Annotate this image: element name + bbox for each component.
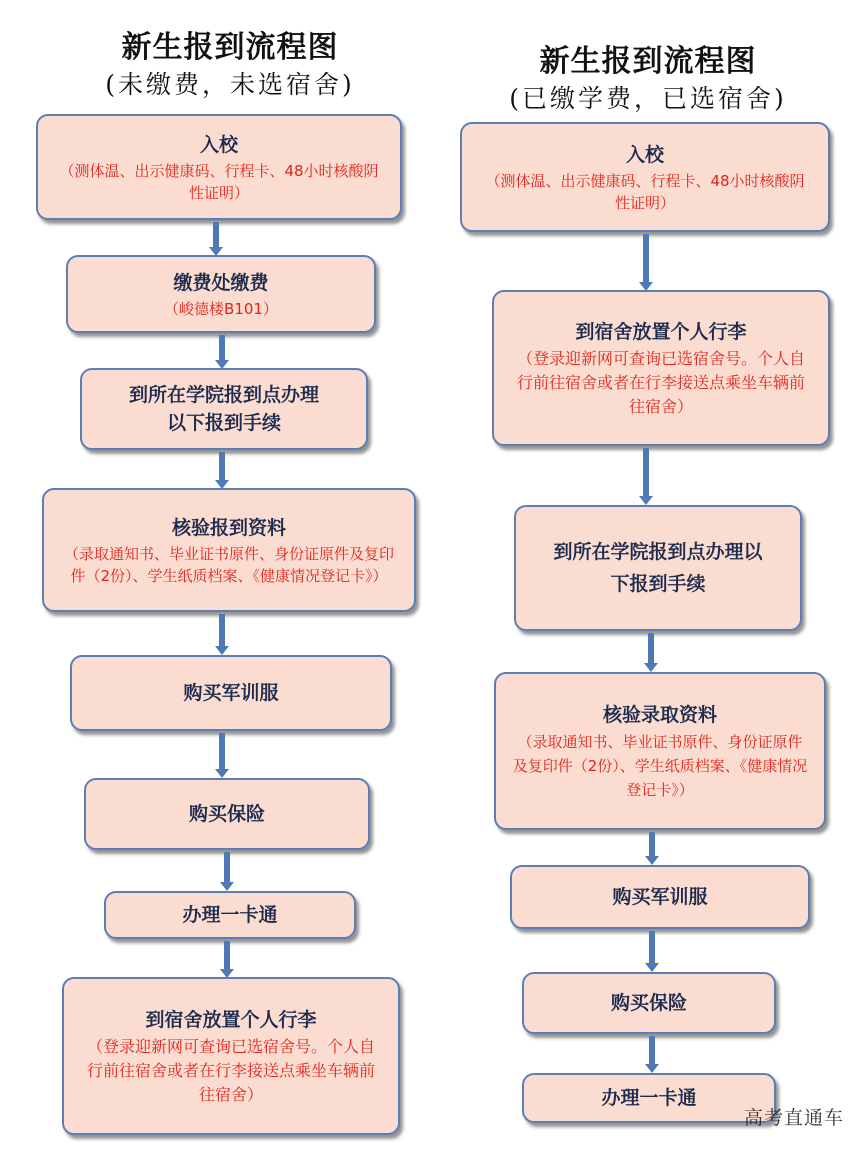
left-step-verify-documents [42, 488, 416, 612]
flow-arrow [643, 448, 649, 498]
step-title: 到宿舍放置个人行李 [575, 320, 747, 343]
step-title: 入校 [199, 133, 238, 156]
flow-arrow [224, 941, 230, 971]
flow-arrow [219, 452, 225, 482]
flow-arrow [224, 852, 230, 884]
flow-arrow [648, 633, 654, 665]
flow-arrow [649, 931, 655, 965]
step-title: 办理一卡通 [601, 1087, 697, 1109]
left-flowchart-subtitle: (未缴费，未选宿舍) [105, 70, 355, 99]
step-detail: （测体温、出示健康码、行程卡、48小时核酸阴性证明） [485, 171, 805, 212]
step-title: 核验报到资料 [171, 516, 286, 539]
right-step-dorm-luggage [492, 290, 830, 446]
step-title: 购买保险 [188, 803, 265, 825]
step-title: 购买军训服 [183, 682, 279, 704]
left-step-buy-uniform [70, 655, 392, 731]
step-title: 核验录取资料 [602, 703, 717, 726]
left-step-college-registration [80, 368, 368, 450]
left-step-enter-school [36, 114, 402, 220]
left-step-payment [66, 255, 376, 333]
right-flowchart-subtitle: (已缴学费，已选宿舍) [509, 84, 787, 113]
flow-arrow [219, 335, 225, 362]
step-title: 到所在学院报到点办理以下报到手续 [128, 384, 319, 434]
right-step-buy-insurance [522, 972, 776, 1034]
left-step-dorm-luggage [62, 977, 400, 1135]
step-title: 入校 [625, 143, 664, 166]
left-step-buy-insurance [84, 778, 370, 850]
left-step-campus-card [104, 891, 356, 939]
flow-arrow [649, 1036, 655, 1066]
step-title: 办理一卡通 [182, 904, 278, 926]
flow-arrow [643, 234, 649, 284]
flow-arrow [219, 733, 225, 771]
step-title: 购买保险 [610, 992, 687, 1014]
step-detail: （登录迎新网可查询已选宿舍号。个人自行前往宿舍或者在行李接送点乘坐车辆前往宿舍） [516, 348, 805, 416]
step-title: 到所在学院报到点办理以下报到手续 [553, 541, 763, 595]
watermark: 高考直通车 [743, 1107, 844, 1129]
right-flowchart-title: 新生报到流程图 [539, 44, 757, 79]
step-detail: （录取通知书、毕业证书原件、身份证原件及复印件（2份）、学生纸质档案、《健康情况登记卡》） [63, 544, 394, 585]
step-detail: （测体温、出示健康码、行程卡、48小时核酸阴性证明） [59, 161, 379, 202]
left-flowchart-title: 新生报到流程图 [121, 30, 339, 65]
right-step-buy-uniform [510, 865, 810, 929]
step-detail: （登录迎新网可查询已选宿舍号。个人自行前往宿舍或者在行李接送点乘坐车辆前往宿舍） [86, 1036, 375, 1104]
right-step-verify-admission [494, 672, 826, 830]
step-title: 到宿舍放置个人行李 [145, 1008, 317, 1031]
flow-arrow [219, 614, 225, 648]
step-title: 购买军训服 [612, 886, 708, 908]
step-detail: （录取通知书、毕业证书原件、身份证原件及复印件（2份）、学生纸质档案、《健康情况登记卡》） [512, 732, 808, 799]
step-title: 缴费处缴费 [173, 271, 269, 294]
right-step-campus-card [522, 1073, 776, 1123]
step-detail: （峻德楼B101） [164, 299, 278, 318]
flow-arrow [213, 222, 219, 249]
right-step-enter-school [460, 122, 830, 232]
flow-arrow [649, 832, 655, 858]
right-step-college-registration [514, 505, 802, 631]
